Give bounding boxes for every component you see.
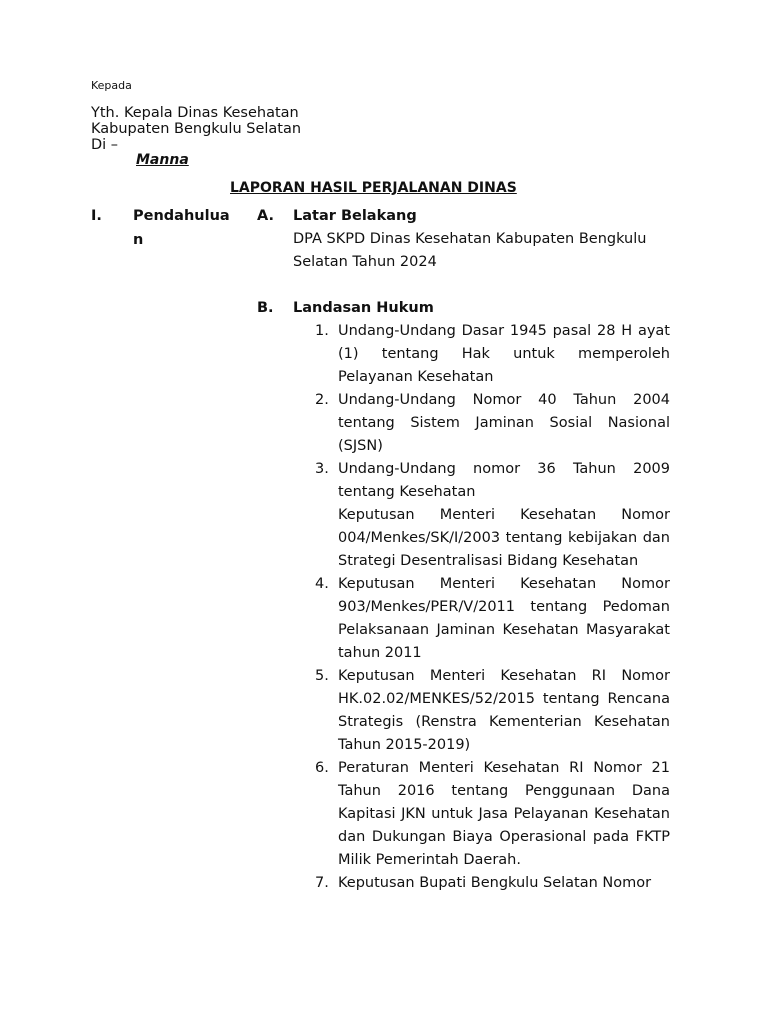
legal-basis-list xyxy=(308,320,670,895)
list-item xyxy=(308,320,670,389)
list-item-text: Keputusan Menteri Kesehatan RI Nomor HK.02.02/MENKES/52/2015 tentang Rencana Strategis (Renstra Kementerian Kesehatan Tahun 2015-2019) xyxy=(338,668,670,753)
di-label: Di – xyxy=(91,137,119,153)
list-item-number: 5. xyxy=(315,668,329,684)
kepada-label: Kepada xyxy=(91,79,132,92)
list-item xyxy=(308,872,670,895)
list-item-extra-text: Keputusan Menteri Kesehatan Nomor 004/Menkes/SK/I/2003 tentang kebijakan dan Strategi Desentralisasi Bidang Kesehatan xyxy=(338,507,670,569)
destination-place: Manna xyxy=(136,152,189,168)
recipient-line-2: Kabupaten Bengkulu Selatan xyxy=(91,121,302,137)
list-item-number: 7. xyxy=(315,875,329,891)
list-item-text: Keputusan Bupati Bengkulu Selatan Nomor xyxy=(338,875,652,891)
list-item xyxy=(308,665,670,757)
list-item xyxy=(308,757,670,872)
section-label-line-2: n xyxy=(133,232,144,248)
subsection-a-heading: Latar Belakang xyxy=(293,208,417,224)
list-item-number: 6. xyxy=(315,760,329,776)
list-item-text: Undang-Undang nomor 36 Tahun 2009 tentang Kesehatan xyxy=(338,461,670,500)
list-item xyxy=(308,389,670,458)
list-item-text: Undang-Undang Nomor 40 Tahun 2004 tentang Sistem Jaminan Sosial Nasional (SJSN) xyxy=(338,392,670,454)
section-numeral: I. xyxy=(91,208,102,224)
list-item-number: 3. xyxy=(315,461,329,477)
list-item-text: Keputusan Menteri Kesehatan Nomor 903/Menkes/PER/V/2011 tentang Pedoman Pelaksanaan Jaminan Kesehatan Masyarakat tahun 2011 xyxy=(338,576,670,661)
list-item-text: Peraturan Menteri Kesehatan RI Nomor 21 Tahun 2016 tentang Penggunaan Dana Kapitasi JKN untuk Jasa Pelayanan Kesehatan dan Dukungan Biaya Operasional pada FKTP Milik Pemerintah Daerah. xyxy=(338,760,670,868)
subsection-a-letter: A. xyxy=(257,208,274,224)
list-item-text: Undang-Undang Dasar 1945 pasal 28 H ayat (1) tentang Hak untuk memperoleh Pelayanan Kesehatan xyxy=(338,323,670,385)
recipient-line-1: Yth. Kepala Dinas Kesehatan xyxy=(91,105,299,121)
list-item xyxy=(308,458,670,573)
subsection-a-body: DPA SKPD Dinas Kesehatan Kabupaten Bengkulu Selatan Tahun 2024 xyxy=(293,231,647,270)
list-item-number: 4. xyxy=(315,576,329,592)
section-label-line-1: Pendahulua xyxy=(133,208,230,224)
subsection-b-letter: B. xyxy=(257,300,274,316)
list-item-number: 2. xyxy=(315,392,329,408)
list-item xyxy=(308,573,670,665)
list-item-number: 1. xyxy=(315,323,329,339)
report-title: LAPORAN HASIL PERJALANAN DINAS xyxy=(230,180,517,196)
subsection-b-heading: Landasan Hukum xyxy=(293,300,434,316)
